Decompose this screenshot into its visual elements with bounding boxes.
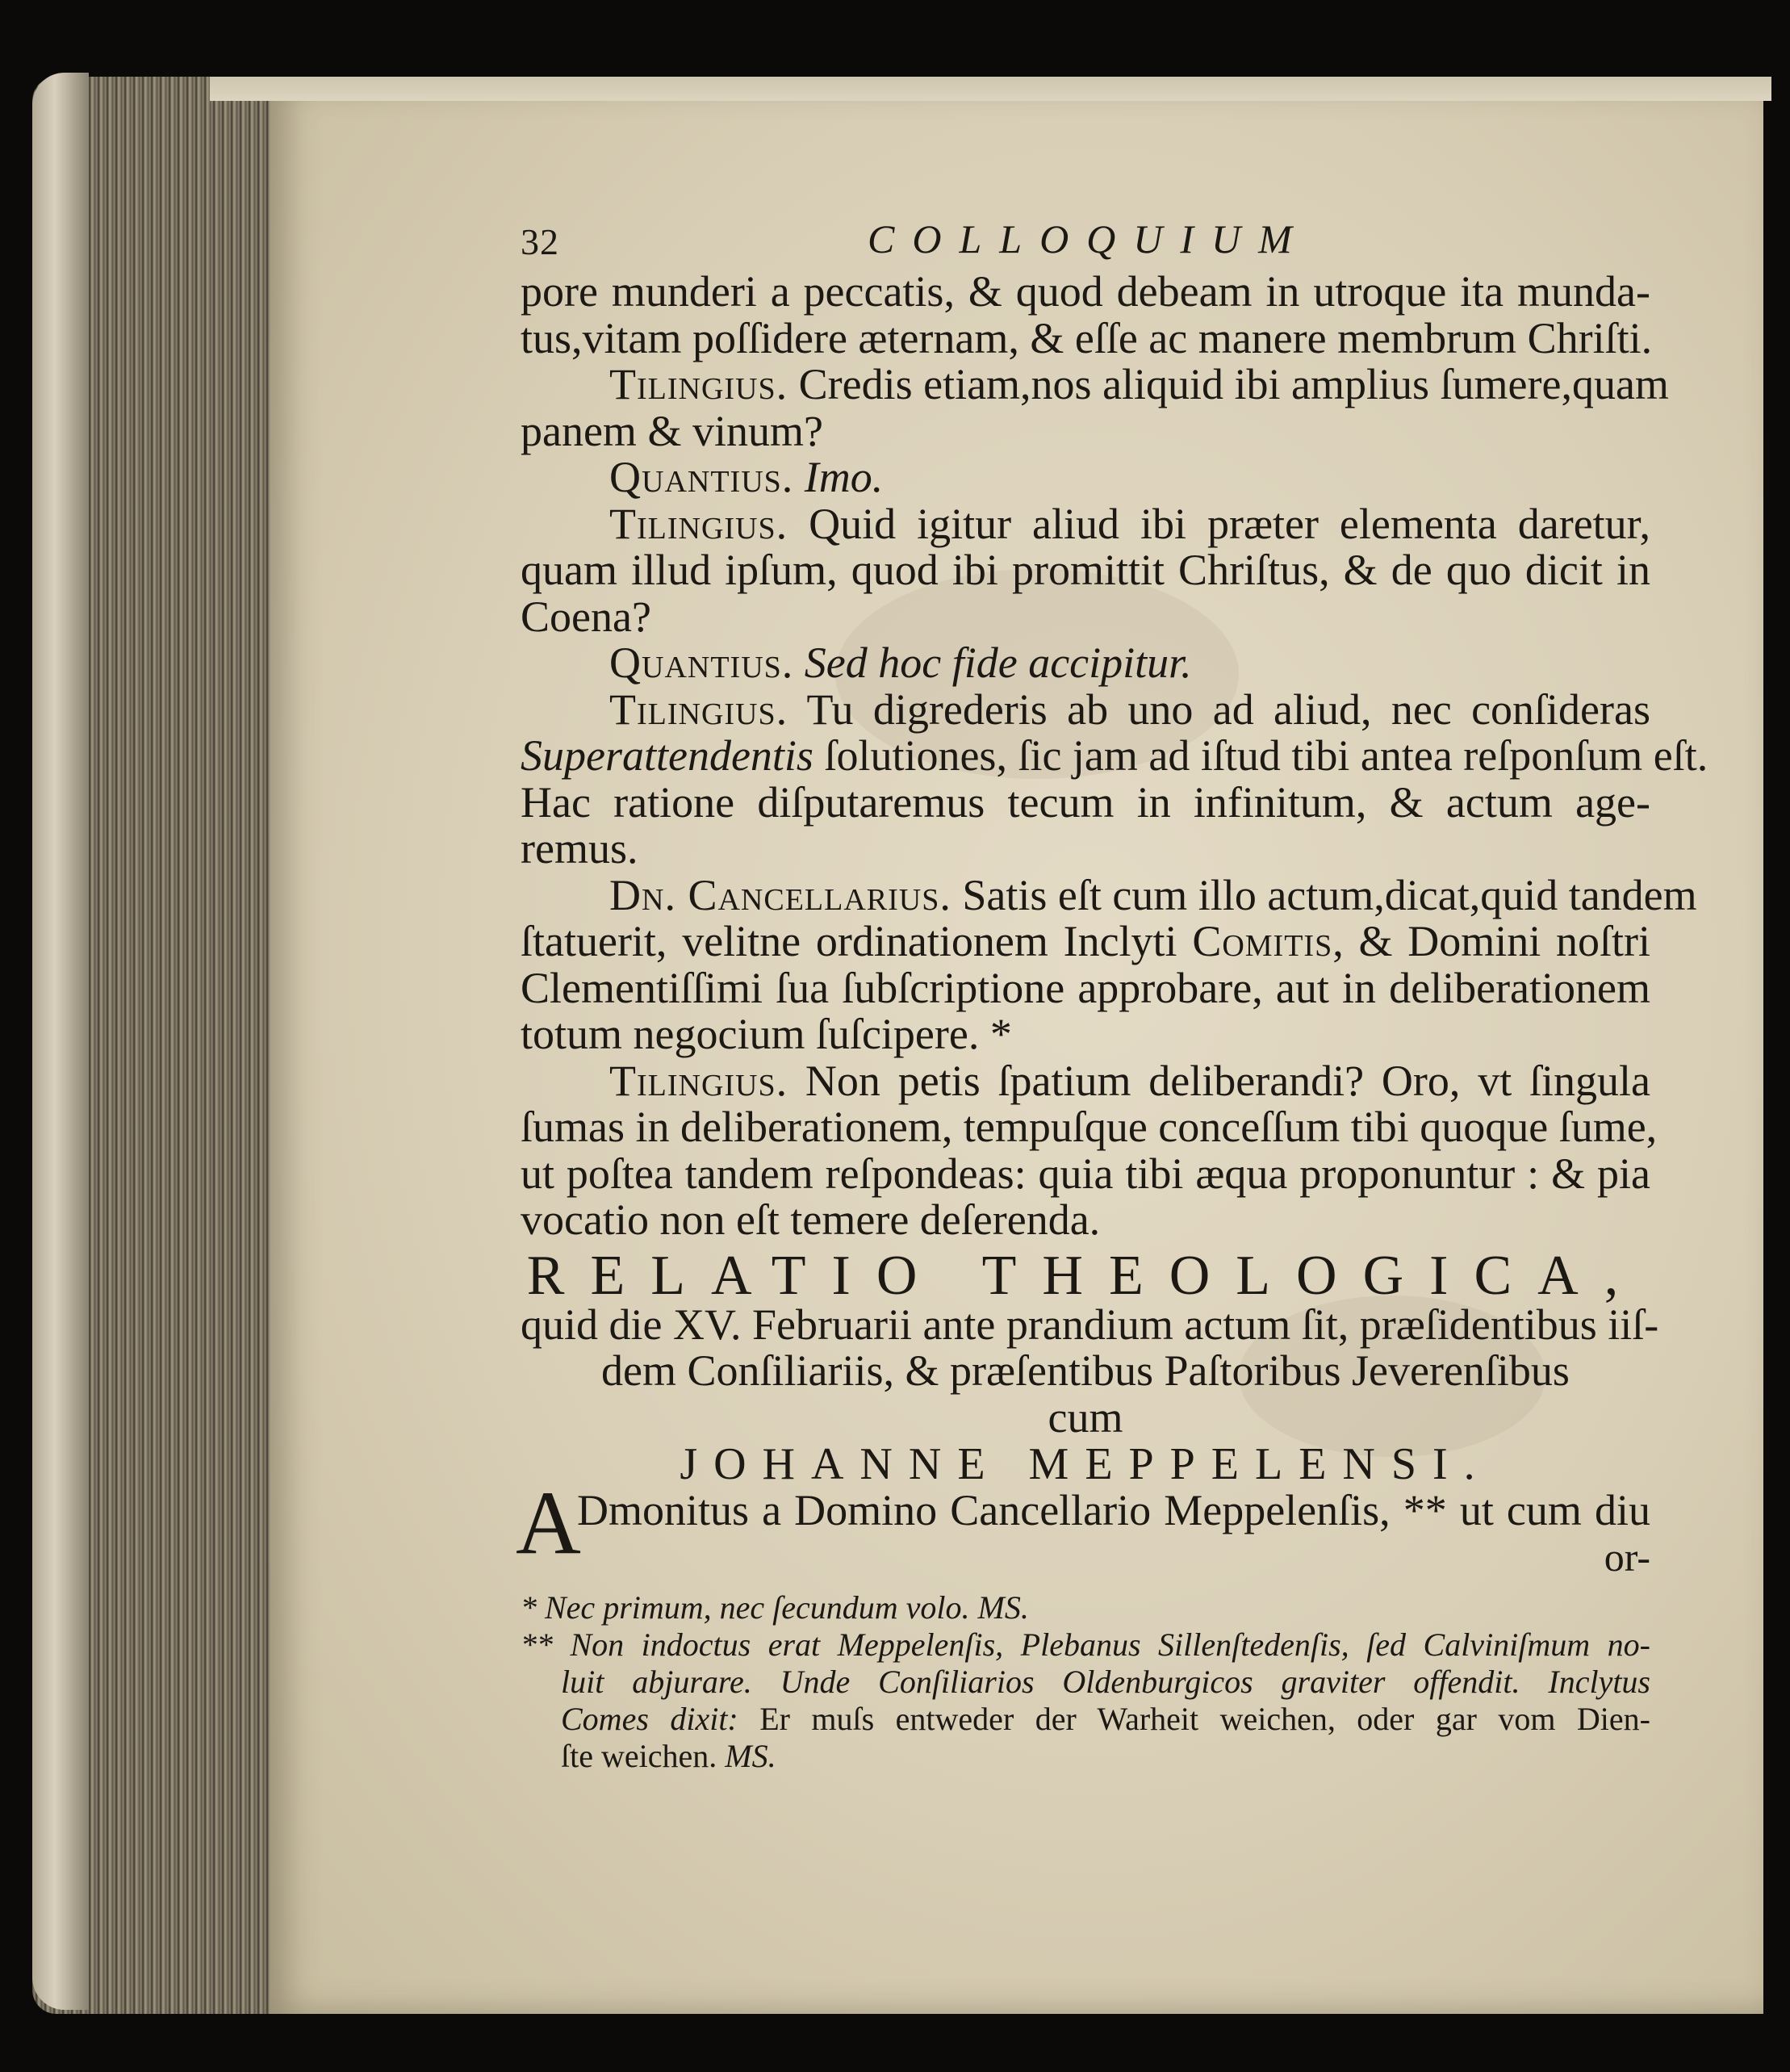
text-line xyxy=(521,454,1650,501)
speech-text: Sed hoc fide accipitur. xyxy=(804,638,1192,687)
speech-text: Satis eſt cum illo actum,dicat,quid tandem xyxy=(951,870,1697,919)
speaker-name: Tilingius. xyxy=(609,1056,788,1105)
footnote: ** Non indoctus erat Meppelenſis, Plebanus Sillenſtedenſis, ſed Calviniſmum no- xyxy=(521,1626,1650,1663)
section-name: JOHANNE MEPPELENSI. xyxy=(680,1439,1491,1489)
speech-text: ſtatuerit, velitne ordinationem Inclyti xyxy=(521,917,1193,965)
section-subtitle: quid die XV. Februarii ante prandium actum ſit, præſidentibus iiſ- xyxy=(521,1300,1659,1349)
section-subtitle: dem Conſiliariis, & præſentibus Paſtoribus Jeverenſibus xyxy=(601,1346,1570,1395)
text-line xyxy=(521,731,1708,780)
text-line: quam illud ipſum, quod ibi promittit Chriſtus, & de quo dicit in xyxy=(521,546,1650,594)
text-line: totum negocium ſuſcipere. * xyxy=(521,1010,1012,1058)
speech-text: Credis etiam,nos aliquid ibi amplius ſumere,quam xyxy=(788,360,1669,408)
running-head: COLLOQUIUM xyxy=(868,216,1310,262)
book-cover-edge xyxy=(32,73,89,2010)
section-title: RELATIO THEOLOGICA, xyxy=(526,1244,1645,1307)
speech-text: , & Domini noſtri xyxy=(1332,917,1651,965)
text-line: Coena? xyxy=(521,592,651,641)
speaker-name: Tilingius. xyxy=(609,360,788,408)
speaker-name: Tilingius. xyxy=(609,499,788,548)
text-line: tus,vitam poſſidere æternam, & eſſe ac manere membrum Chriſti. xyxy=(521,313,1653,362)
text-line: Hac ratione diſputaremus tecum in infinitum, & actum age- xyxy=(521,777,1650,827)
speaker-name: Tilingius. xyxy=(609,684,788,734)
text-line: remus. xyxy=(521,824,638,873)
footnote xyxy=(521,1701,1650,1738)
footnotes xyxy=(521,1589,1650,1775)
page-top-margin xyxy=(210,77,1771,101)
text-line xyxy=(521,360,1669,408)
speech-text: Quid igitur aliud ibi præter elementa daretur, xyxy=(788,499,1650,548)
footnote-italic: MS. xyxy=(717,1737,776,1774)
footnote-italic: Comes dixit: xyxy=(561,1700,738,1737)
text-line: panem & vinum? xyxy=(521,406,823,455)
speaker-name: Quantius. xyxy=(609,453,794,501)
text-line xyxy=(521,640,1650,687)
drop-cap: A xyxy=(516,1473,581,1573)
speech-text: ſolutiones, ſic jam ad iſtud tibi antea reſponſum eſt. xyxy=(813,731,1708,780)
text-line: ſumas in deliberationem, tempuſque conceſſum tibi quoque ſume, xyxy=(521,1103,1658,1151)
speech-text: Tu digrederis ab uno ad aliud, nec conſideras xyxy=(788,684,1650,734)
catchword: or- xyxy=(1604,1534,1650,1580)
footnote: * Nec primum, nec ſecundum volo. MS. xyxy=(521,1589,1029,1626)
text-line xyxy=(521,1058,1650,1105)
text-line: vocatio non eſt temere deſerenda. xyxy=(521,1195,1101,1244)
footnote: luit abjurare. Unde Conſiliarios Oldenburgicos graviter offendit. Inclytus xyxy=(561,1663,1650,1700)
section-subtitle: cum xyxy=(1048,1392,1123,1442)
text-line xyxy=(521,870,1697,919)
text-line: ut poſtea tandem reſpondeas: quia tibi æqua proponuntur : & pia xyxy=(521,1149,1650,1198)
text-line: Clementiſſimi ſua ſubſcriptione approbare, aut in deliberationem xyxy=(521,963,1650,1012)
page-header xyxy=(521,206,1650,269)
text-line: pore munderi a peccatis, & quod debeam in utroque ita munda- xyxy=(521,267,1650,316)
footnote xyxy=(521,1738,1650,1775)
footnote-upright: Er muſs entweder der Warheit weichen, oder gar vom Dien- xyxy=(738,1700,1650,1737)
opening-text: Dmonitus a Domino Cancellario Meppelenſis, ** ut cum diu xyxy=(577,1486,1650,1534)
speech-text: Non petis ſpatium deliberandi? Oro, vt ſingula xyxy=(788,1056,1650,1105)
speaker-name: Quantius. xyxy=(609,638,794,687)
text-line xyxy=(521,919,1650,965)
text-block xyxy=(516,206,1708,1775)
footnote-upright: ſte weichen. xyxy=(561,1737,717,1774)
speech-text: Imo. xyxy=(804,453,884,501)
text-line xyxy=(521,684,1650,734)
italic-term: Superattendentis xyxy=(521,731,813,780)
title-word: Comitis xyxy=(1192,917,1333,965)
text-line xyxy=(521,501,1650,548)
speaker-name: Dn. Cancellarius. xyxy=(609,870,951,919)
page-number: 32 xyxy=(521,221,559,262)
